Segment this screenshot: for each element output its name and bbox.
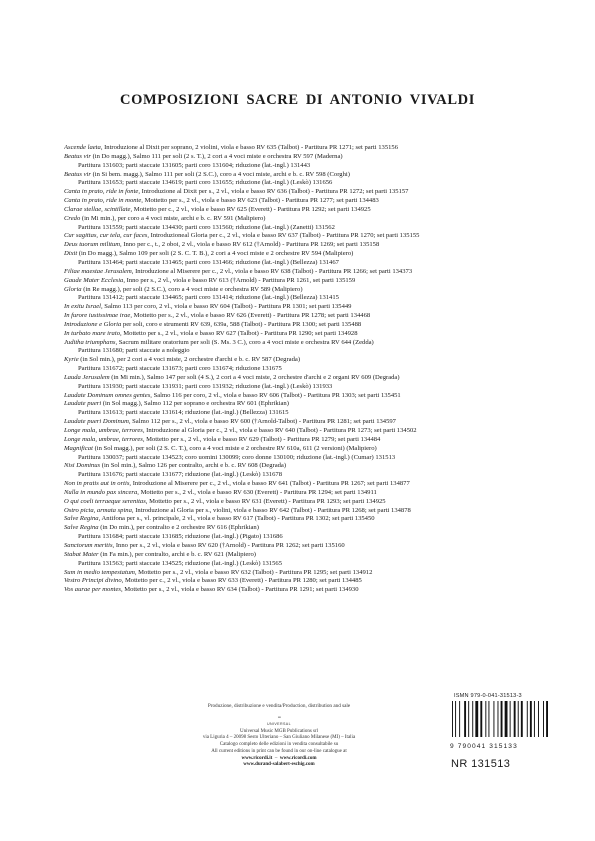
publisher-name: Universal Music MGB Publications srl <box>239 728 319 734</box>
entry-title: Lauda Jerusalem <box>64 373 110 381</box>
catalog-number: NR 131513 <box>451 758 511 770</box>
catalog-entry <box>64 569 544 578</box>
entry-title: Gaude Mater Ecclesia <box>64 276 124 284</box>
catalog-entry <box>64 268 544 277</box>
entry-title: Credo <box>64 214 81 222</box>
catalog-entry-continuation <box>64 259 544 268</box>
catalog-entry <box>64 418 544 427</box>
catalog-entry <box>64 215 544 224</box>
publisher-block: ≡ UNIVERSAL Universal Music MGB Publications srl via Liguria 4 – 20098 Sesto Ulteriano – San Giuliano Milanese (MI) – Italia Catalogo completo delle edizioni in vendita consultabile su All current editions in print can be found in our on-line catalogue at www.ricordi.it – www.ricordi.com www.durand-salabert-eschig.com <box>148 716 410 769</box>
catalog-entry-continuation <box>64 294 544 303</box>
entry-details: Partitura 131563; parti staccate 134525; riduzione (lat.-ingl.) (Leskò) 131565 <box>78 559 282 567</box>
isbn-text: ISMN 979-0-041-31513-3 <box>454 693 522 699</box>
catalog-entry <box>64 303 544 312</box>
entry-details: Partitura 131676; parti staccate 131677; riduzione (lat.-ingl.) (Leskò) 131678 <box>78 471 282 479</box>
entry-title: Laudate pueri Dominum <box>64 418 129 426</box>
entry-details: , Mottetto per s., 2 vl., viola e basso RV 632 (Talbot) - Partitura PR 1295; set parti 134912 <box>134 568 373 576</box>
page-title: COMPOSIZIONI SACRE DI ANTONIO VIVALDI <box>120 92 475 108</box>
entry-details: (in Re magg.), per soli (2 S.C.), coro a 4 voci miste e orchestra RV 589 (Malipiero) <box>81 285 303 293</box>
entry-title: Beatus vir <box>64 152 91 160</box>
catalog-entry-continuation <box>64 365 544 374</box>
catalog-entry <box>64 232 544 241</box>
entry-details: (in Sol min.), Salmo 126 per contralto, archi e b. c. RV 608 (Degrada) <box>100 462 287 470</box>
entry-title: Canta in prato, ride in monte <box>64 197 142 205</box>
entry-details: Partitura 131412; parti staccate 134465; parti coro 131414; riduzione (lat.-ingl.) (Bellezza) 131415 <box>78 294 339 302</box>
isbn-block <box>450 693 554 770</box>
catalog-entry <box>64 577 544 586</box>
catalog-entry <box>64 171 544 180</box>
entry-title: Sanctorum meritis <box>64 541 113 549</box>
entry-title: Cur sagittas, cur tela, cur faces <box>64 232 148 240</box>
entry-title: Introduzione e Gloria <box>64 320 122 328</box>
entry-title: Kyrie <box>64 356 79 364</box>
entry-title: Laudate Dominum omnes gentes <box>64 391 151 399</box>
catalog-entry <box>64 153 544 162</box>
entry-details: , Inno per s., 2 vl., viola e basso RV 613 (†Arnold) - Partitura PR 1261, set parti 135159 <box>123 276 356 284</box>
barcode <box>450 701 550 737</box>
entry-details: , Mottetto per s., 2 vl., viola e basso RV 630 (Everett) - Partitura PR 1294; set parti 134911 <box>137 488 377 496</box>
catalog-entry <box>64 250 544 259</box>
entry-title: Longe mala, umbrae, terrores <box>64 427 143 434</box>
publisher-address: via Liguria 4 – 20098 Sesto Ulteriano – San Giuliano Milanese (MI) – Italia <box>202 735 356 741</box>
entry-title: O qui coeli terraeque serenitas <box>64 497 146 505</box>
catalog-entry-continuation <box>64 533 544 542</box>
entry-details: (in Sol min.), per 2 cori a 4 voci miste, 2 orchestre d'archi e b. c. RV 587 (Degrada) <box>78 356 301 364</box>
catalog-entry-continuation <box>64 454 544 463</box>
entry-title: Nulla in mundo pax sincera <box>64 488 138 496</box>
entry-details: , Introduzione al Dixit per soprano, 2 violini, viola e basso RV 635 (Talbot) - Partitura PR 1271; set parti 135156 <box>100 144 399 151</box>
catalog-entry <box>64 445 544 454</box>
entry-details: , Introduzione al Miserere per c., 2 vl., viola e basso RV 641 (Talbot) - Partitura PR 1267; set parti 134877 <box>129 480 410 488</box>
entry-details: Partitura 131653; parti staccate 134619; parti coro 131655; riduzione (lat.-ingl.) (Leskò) 131656 <box>78 179 333 187</box>
entry-details: (in Do magg.), Salmo 109 per soli (2 S. C. T. B.), 2 cori a 4 voci miste e 2 orchestre RV 594 (Malipiero) <box>77 250 354 258</box>
catalog-entry-continuation <box>64 383 544 392</box>
ricordi-link[interactable]: www.ricordi.it <box>241 755 273 761</box>
catalog-entry <box>64 462 544 471</box>
ricordi-com-link[interactable]: www.ricordi.com <box>279 755 317 761</box>
entry-title: Clarae stellae, scintillate <box>64 205 131 213</box>
catalog-entry <box>64 374 544 383</box>
catalog-entry <box>64 392 544 401</box>
entry-title: Vestro Principi divino <box>64 577 122 585</box>
durand-link[interactable]: www.durand-salabert-eschig.com <box>243 762 315 768</box>
entry-title: Dixit <box>64 250 78 258</box>
entry-details: (in Sol magg.), Salmo 112 per soprano e orchestra RV 601 (Ephrikian) <box>101 400 289 408</box>
entry-title: Ascende laeta <box>64 144 101 151</box>
entry-details: Partitura 131613; parti staccate 131614; riduzione (lat.-ingl.) (Bellezza) 131615 <box>78 409 289 417</box>
catalog-entry <box>64 206 544 215</box>
entry-title: Beatus vir <box>64 170 91 178</box>
catalog-note-it: Catalogo completo delle edizioni in vendita consultabile su <box>219 742 339 748</box>
catalog-entry <box>64 339 544 348</box>
catalog-entry <box>64 356 544 365</box>
universal-logo <box>148 716 410 728</box>
entry-title: Ostro picta, armata spina <box>64 506 132 514</box>
entry-details: , Introduzione al Gloria per s., violini, viola e basso RV 642 (Talbot) - Partitura PR 1268; set parti 134878 <box>131 506 411 514</box>
catalog-entry <box>64 498 544 507</box>
entry-details: , Introduzione al Dixit per s., 2 vl., viola e basso RV 636 (Talbot) - Partitura PR 1272; set parti 135157 <box>138 188 409 196</box>
entry-details: , Inno per c., t., 2 oboi, 2 vl., viola e basso RV 612 (†Arnold) - Partitura PR 1269; set parti 135158 <box>120 241 380 249</box>
entry-details: per soli, coro e strumenti RV 639, 639a, 588 (Talbot) - Partitura PR 1300; set parti 135488 <box>121 320 362 328</box>
catalog-entry <box>64 551 544 560</box>
catalog-entry <box>64 188 544 197</box>
catalog-entry <box>64 241 544 250</box>
catalog-entry-continuation <box>64 224 544 233</box>
entry-title: Laudate pueri <box>64 400 102 408</box>
catalog-entry-continuation <box>64 560 544 569</box>
catalog-note-en: All current editions in print can be found in our on-line catalogue at <box>211 748 347 754</box>
catalog-entry <box>64 427 544 436</box>
entry-details: Partitura 131684; parti staccate 131685; riduzione (lat.-ingl.) (Pigato) 131686 <box>78 533 283 541</box>
entry-details: (in Do min.), per contralto e 2 orchestre RV 616 (Ephrikian) <box>98 524 259 532</box>
catalog-entry <box>64 321 544 330</box>
entry-details: , Mottetto per s., 2 vl., viola e basso RV 629 (Talbot) - Partitura PR 1279; set parti 134484 <box>142 435 381 443</box>
entry-details: , Mottetto per s., 2 vl., viola e basso RV 626 (Everett) - Partitura PR 1278; set parti 134468 <box>130 312 371 320</box>
entry-details: , Sacrum militare oratorium per soli (S. Ms. 3 C.), coro a 4 voci miste e orchestra RV 644 (Zedda) <box>115 338 374 346</box>
catalog-entry <box>64 312 544 321</box>
entry-details: , Mottetto per c., 2 vl., viola e basso RV 625 (Everett) - Partitura PR 1292; set parti 134925 <box>130 205 371 213</box>
entry-title: Salve Regina <box>64 524 99 532</box>
entry-title: Non in pratis aut in ortis <box>64 480 130 488</box>
catalog-entry-continuation <box>64 409 544 418</box>
catalog-entry <box>64 586 544 595</box>
entry-details: Partitura 131672; parti staccate 131673; parti coro 131674; riduzione 131675 <box>78 365 282 373</box>
entry-title: Gloria <box>64 285 82 293</box>
catalog-entry <box>64 507 544 516</box>
entry-details: , Introduzioneal Gloria per c., 2 vl., viola e basso RV 637 (Talbot) - Partitura PR 1270; set parti 135155 <box>147 232 420 240</box>
entry-details: , Introduzione al Gloria per c., 2 vl., viola e basso RV 640 (Talbot) - Partitura PR 1273; set parti 134502 <box>142 427 417 434</box>
catalog-entry <box>64 515 544 524</box>
entry-details: Partitura 131930; parti staccate 131931; parti coro 131932; riduzione (lat.-ingl.) (Leskò) 131933 <box>78 382 333 390</box>
entry-details: , Inno per s., 2 vl., viola e basso RV 620 (†Arnold) - Partitura PR 1262; set parti 135160 <box>112 541 345 549</box>
logo-word: UNIVERSAL <box>267 722 291 726</box>
entry-details: (in Fa min.), per contralto, archi e b. c. RV 621 (Malipiero) <box>98 550 256 558</box>
entry-details: Partitura 131603; parti staccate 131605; parti coro 131604; riduzione (lat.-ingl.) 131443 <box>78 161 311 169</box>
entry-title: Filiae maestae Jerusalem <box>64 267 132 275</box>
catalog-entry-continuation <box>64 471 544 480</box>
entry-title: Canta in prato, ride in fonte <box>64 188 139 196</box>
entry-details: , Salmo 113 per coro, 2 vl., viola e basso RV 604 (Talbot) - Partitura PR 1301; set parti 135449 <box>101 303 352 311</box>
entry-title: Nisi Dominus <box>64 462 101 470</box>
catalog-entry <box>64 489 544 498</box>
entry-details: , Salmo 112 per s., 2 vl., viola e basso RV 600 (†Arnold-Talbot) - Partitura PR 1281; set parti 134597 <box>128 418 396 426</box>
catalog-entry <box>64 480 544 489</box>
entry-details: (in Mi min.), Salmo 147 per soli (4 S.), 2 cori a 4 voci miste, 2 orchestre d'archi e 2 organi RV 609 (Degrada) <box>109 373 400 381</box>
entry-details: Partitura 131680; parti staccate a noleggio <box>78 347 190 355</box>
catalog-entry-continuation <box>64 347 544 356</box>
entry-details: , Mottetto per c., 2 vl., viola e basso RV 633 (Everett) - Partitura PR 1280; set parti 134485 <box>121 577 362 585</box>
entry-details: (in Si bem. magg.), Salmo 111 per soli (2 S.C.), coro a 4 voci miste, archi e b. c. RV 598 (Corghi) <box>90 170 350 178</box>
entry-details: Partitura 131559; parti staccate 134430; parti coro 131560; riduzione (lat.-ingl.) (Zanetti) 131562 <box>78 223 335 231</box>
entry-title: In furore iustissimae irae <box>64 312 131 320</box>
entry-details: Partitura 130037; parti staccate 134523; coro uomini 130099; coro donne 130100; riduzione (lat.-ingl.) (Cumar) 131513 <box>78 453 396 461</box>
entry-title: Juditha triumphans <box>64 338 116 346</box>
entry-details: , Mottetto per s., 2 vl., viola e basso RV 634 (Talbot) - Partitura PR 1291; set parti 134930 <box>120 586 359 594</box>
catalog-entry <box>64 524 544 533</box>
entry-details: (in Mi min.), per coro a 4 voci miste, archi e b. c. RV 591 (Malipiero) <box>80 214 266 222</box>
entry-title: Longe mala, umbrae, terrores <box>64 435 143 443</box>
entry-title: Stabat Mater <box>64 550 99 558</box>
catalog-entry <box>64 144 544 153</box>
entry-title: Salve Regina <box>64 515 99 523</box>
catalog-entry <box>64 197 544 206</box>
barcode-digits: 9 790041 315133 <box>450 743 518 750</box>
entry-details: (in Do magg.), Salmo 111 per soli (2 s. T.), 2 cori a 4 voci miste e orchestra RV 597 (Maderna) <box>90 152 343 160</box>
catalog-entry <box>64 277 544 286</box>
entry-title: Sum in medio tempestatum <box>64 568 135 576</box>
catalog-entry <box>64 400 544 409</box>
entry-title: Deus tuorum militum <box>64 241 121 249</box>
entry-title: Vos aurae per montes <box>64 586 121 594</box>
entry-details: , Mottetto per s., 2 vl., viola e basso RV 623 (Talbot) - Partitura PR 1277; set parti 134483 <box>141 197 379 205</box>
catalog-entry-continuation <box>64 179 544 188</box>
entry-details: , Mottetto per s., 2 vl., viola e basso RV 631 (Everett) - Partitura PR 1293; set parti 134925 <box>145 497 386 505</box>
catalog-entry <box>64 436 544 445</box>
catalog-entry <box>64 330 544 339</box>
catalog-entry-continuation <box>64 162 544 171</box>
entry-details: , Antifona per s., vl. principale, 2 vl., viola e basso RV 617 (Talbot) - Partitura PR 1302; set parti 135450 <box>98 515 375 523</box>
catalog-entry <box>64 542 544 551</box>
catalog-list <box>64 144 544 595</box>
distribution-line: Produzione, distribuzione e vendita/Production, distribution and sale <box>207 703 351 709</box>
entry-details: Partitura 131464; parti staccate 131465; parti coro 131466; riduzione (lat.-ingl.) (Bellezza) 131467 <box>78 258 339 266</box>
catalog-entry <box>64 286 544 295</box>
entry-title: In turbato mare irato <box>64 329 120 337</box>
logo-icon: ≡ <box>277 715 281 721</box>
entry-title: In exitu Israel <box>64 303 101 311</box>
entry-details: , Introduzione al Miserere per c., 2 vl., viola e basso RV 638 (Talbot) - Partitura PR 1266; set parti 134373 <box>131 267 413 275</box>
entry-details: (in Sol magg.), per soli (2 S. C. T.), coro a 4 voci miste e 2 orchestre RV 610a, 611 (2 versioni) (Malipiero) <box>92 444 377 452</box>
entry-details: , Salmo 116 per coro, 2 vl., viola e basso RV 606 (Talbot) - Partitura PR 1303; set parti 135451 <box>150 391 401 399</box>
entry-details: , Mottetto per s., 2 vl., viola e basso RV 627 (Talbot) - Partitura PR 1290; set parti 134928 <box>120 329 358 337</box>
entry-title: Magnificat <box>64 444 93 452</box>
